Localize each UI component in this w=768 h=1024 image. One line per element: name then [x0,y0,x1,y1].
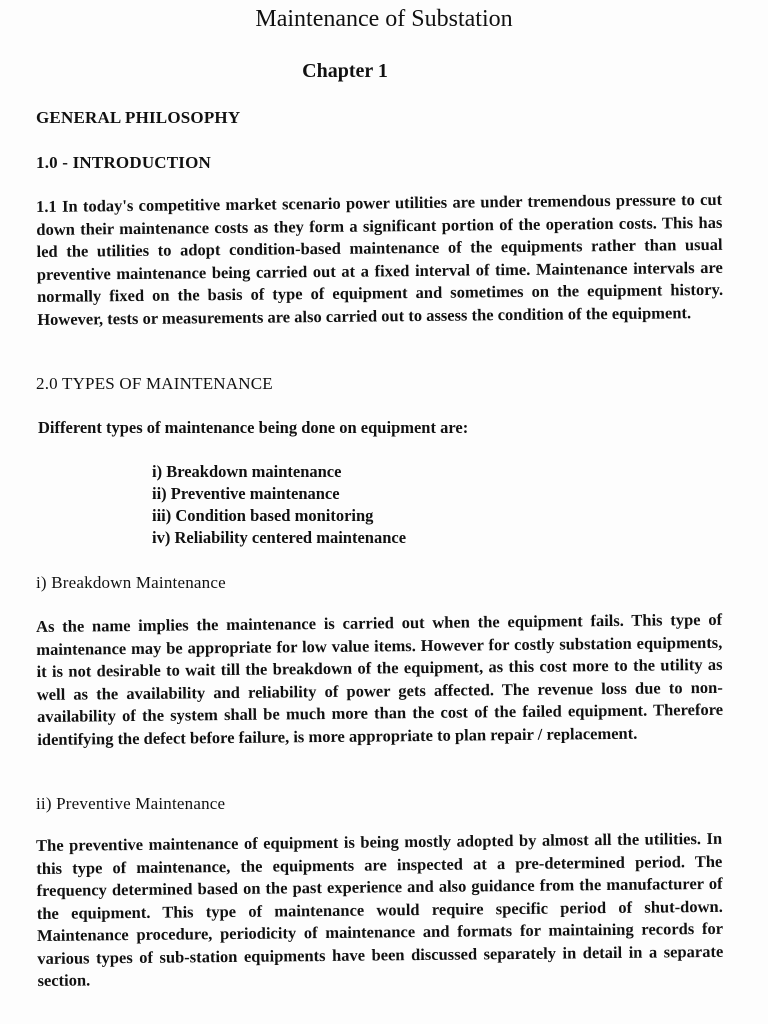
types-list [152,461,406,549]
breakdown-heading: i) Breakdown Maintenance [36,573,226,592]
page-title: Maintenance of Substation [255,6,513,32]
preventive-heading: ii) Preventive Maintenance [36,794,226,813]
section-heading-types: 2.0 TYPES OF MAINTENANCE [36,374,273,393]
section-heading-general: GENERAL PHILOSOPHY [36,108,241,127]
intro-paragraph: 1.1 In today's competitive market scenario power utilities are under tremendous pressure to cut down their maintenance costs as they form a significant portion of the operation costs. This has led the utilities to adopt condition-based maintenance of the equipments rather than usual preventive maintenance being carried out at a fixed interval of time. Maintenance intervals are normally fixed on the basis of type of equipment and sometimes on the equipment history. However, tests or measurements are also carried out to assess the condition of the equipment. [36,189,724,329]
types-lead-text: Different types of maintenance being done on equipment are: [38,418,469,437]
preventive-paragraph: The preventive maintenance of equipment is being mostly adopted by almost all the utilities. In this type of maintenance, the equipments are inspected at a pre-determined period. The frequency determined based on the past experience and also guidance from the manufacturer of the equipment. This type of maintenance would require specific period of shut-down. Maintenance procedure, periodicity of maintenance and formats for maintaining records for various types of sub-station equipments have been discussed separately in detail in a separate section. [36,828,724,990]
chapter-heading: Chapter 1 [302,60,388,82]
list-item: iv) Reliability centered maintenance [152,528,407,547]
list-item: iii) Condition based monitoring [152,506,374,525]
list-item: i) Breakdown maintenance [152,462,342,481]
breakdown-paragraph: As the name implies the maintenance is carried out when the equipment fails. This type of maintenance may be appropriate for low value items. However for costly substation equipments, it is not desirable to wait till the breakdown of the equipment, as this cost more to the utility as well as the availability and reliability of power gets affected. The revenue loss due to non-availability of the system shall be much more than the cost of the failed equipment. Therefore identifying the defect before failure, is more appropriate to plan repair / replacement. [36,609,724,749]
list-item: ii) Preventive maintenance [152,484,340,503]
section-heading-introduction: 1.0 - INTRODUCTION [36,153,212,172]
